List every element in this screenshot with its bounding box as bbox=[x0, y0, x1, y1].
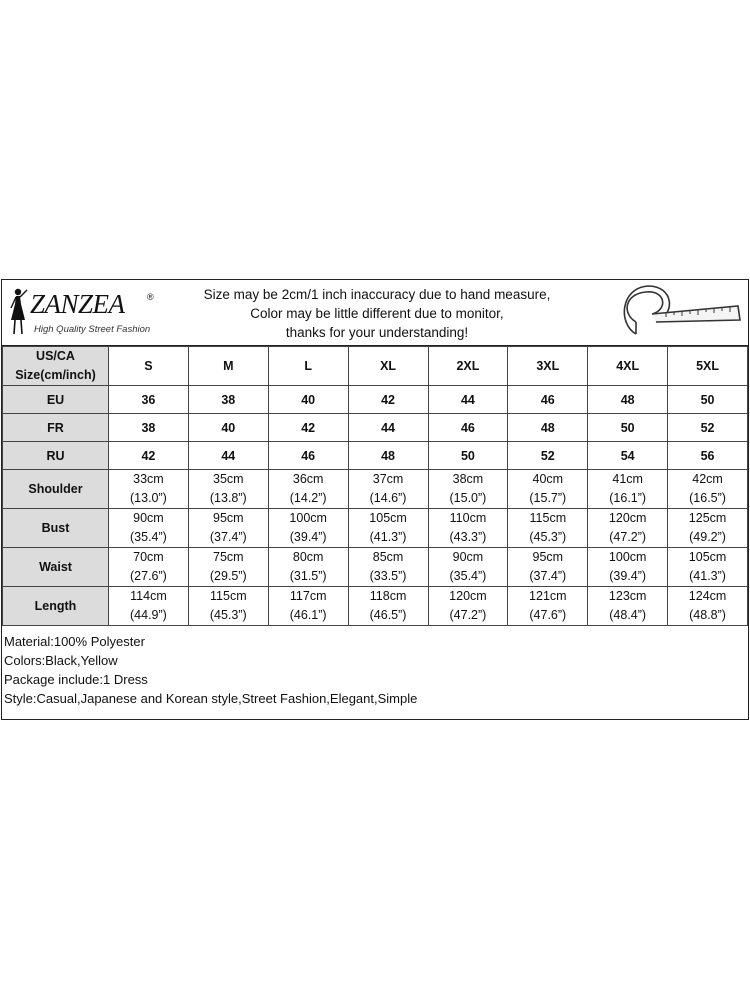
table-cell bbox=[268, 509, 348, 548]
table-cell bbox=[668, 509, 748, 548]
cm-value: 110cm bbox=[449, 511, 487, 525]
table-cell: 44 bbox=[348, 414, 428, 442]
notice-line: thanks for your understanding! bbox=[285, 325, 469, 340]
table-cell: 50 bbox=[588, 414, 668, 442]
table-cell: 52 bbox=[508, 442, 588, 470]
inch-value: (45.3”) bbox=[209, 608, 247, 622]
cm-value: 115cm bbox=[529, 511, 567, 525]
inch-value: (16.1”) bbox=[609, 491, 647, 505]
table-cell bbox=[428, 587, 508, 626]
cm-value: 95cm bbox=[532, 550, 564, 564]
measurement-notice bbox=[172, 285, 582, 342]
material-text: Material:100% Polyester bbox=[4, 634, 145, 649]
table-cell bbox=[268, 548, 348, 587]
inch-value: (14.2”) bbox=[289, 491, 327, 505]
size-header-cell: S bbox=[109, 347, 189, 386]
table-cell: 54 bbox=[588, 442, 668, 470]
row-label: Length bbox=[3, 587, 109, 626]
inch-value: (41.3”) bbox=[369, 530, 407, 544]
brand-logo bbox=[6, 286, 156, 342]
table-cell bbox=[508, 470, 588, 509]
table-cell: 48 bbox=[588, 386, 668, 414]
table-cell: 56 bbox=[668, 442, 748, 470]
cm-value: 105cm bbox=[369, 511, 407, 525]
brand-tagline: High Quality Street Fashion bbox=[34, 324, 151, 335]
table-cell: 46 bbox=[268, 442, 348, 470]
table-cell: 46 bbox=[428, 414, 508, 442]
cm-value: 40cm bbox=[532, 472, 564, 486]
inch-value: (15.7”) bbox=[529, 491, 567, 505]
row-label: FR bbox=[3, 414, 109, 442]
notice-line: Color may be little different due to monitor, bbox=[250, 306, 504, 321]
table-cell: 48 bbox=[348, 442, 428, 470]
table-cell: 38 bbox=[109, 414, 189, 442]
cm-value: 41cm bbox=[612, 472, 643, 486]
row-label: Waist bbox=[3, 548, 109, 587]
fashion-model-icon bbox=[6, 286, 30, 338]
size-header-cell: XL bbox=[348, 347, 428, 386]
table-cell bbox=[588, 509, 668, 548]
table-cell: 40 bbox=[268, 386, 348, 414]
cm-value: 70cm bbox=[133, 550, 164, 564]
table-cell bbox=[668, 470, 748, 509]
inch-value: (13.0”) bbox=[130, 491, 167, 505]
inch-value: (46.5”) bbox=[369, 608, 407, 622]
cm-value: 90cm bbox=[452, 550, 484, 564]
style-text: Style:Casual,Japanese and Korean style,Street Fashion,Elegant,Simple bbox=[4, 691, 418, 706]
size-header-cell: 4XL bbox=[588, 347, 668, 386]
table-cell: 42 bbox=[109, 442, 189, 470]
table-cell bbox=[109, 509, 189, 548]
inch-value: (48.8”) bbox=[689, 608, 726, 622]
table-cell bbox=[668, 587, 748, 626]
size-header-cell: M bbox=[188, 347, 268, 386]
inch-value: (14.6”) bbox=[369, 491, 407, 505]
table-cell bbox=[188, 587, 268, 626]
table-cell bbox=[508, 587, 588, 626]
cm-value: 120cm bbox=[449, 589, 487, 603]
cm-value: 114cm bbox=[130, 589, 167, 603]
inch-value: (47.6”) bbox=[529, 608, 567, 622]
table-cell: 44 bbox=[428, 386, 508, 414]
inch-value: (47.2”) bbox=[449, 608, 487, 622]
table-cell bbox=[668, 548, 748, 587]
table-cell: 50 bbox=[668, 386, 748, 414]
cm-value: 35cm bbox=[213, 472, 244, 486]
cm-value: 33cm bbox=[133, 472, 164, 486]
cm-value: 38cm bbox=[452, 472, 484, 486]
cm-value: 120cm bbox=[608, 511, 647, 525]
cm-value: 124cm bbox=[688, 589, 727, 603]
table-cell: 46 bbox=[508, 386, 588, 414]
size-header-cell: L bbox=[268, 347, 348, 386]
table-row bbox=[3, 442, 748, 470]
size-header-label: US/CA Size(cm/inch) bbox=[3, 347, 109, 386]
table-cell bbox=[188, 470, 268, 509]
row-label: RU bbox=[3, 442, 109, 470]
inch-value: (35.4”) bbox=[130, 530, 167, 544]
cm-value: 115cm bbox=[210, 589, 247, 603]
inch-value: (33.5”) bbox=[369, 569, 407, 583]
inch-value: (16.5”) bbox=[689, 491, 726, 505]
size-table bbox=[2, 346, 748, 626]
inch-value: (39.4”) bbox=[289, 530, 327, 544]
inch-value: (31.5”) bbox=[289, 569, 327, 583]
cm-value: 123cm bbox=[608, 589, 647, 603]
table-cell bbox=[109, 548, 189, 587]
cm-value: 121cm bbox=[529, 589, 567, 603]
size-header-cell: 2XL bbox=[428, 347, 508, 386]
inch-value: (45.3”) bbox=[529, 530, 567, 544]
chart-header bbox=[2, 280, 748, 346]
cm-value: 118cm bbox=[369, 589, 407, 603]
product-details bbox=[4, 632, 417, 708]
size-header-cell: 3XL bbox=[508, 347, 588, 386]
notice-line: Size may be 2cm/1 inch inaccuracy due to hand measure, bbox=[203, 287, 551, 302]
table-cell bbox=[268, 470, 348, 509]
table-cell bbox=[268, 587, 348, 626]
table-cell bbox=[588, 470, 668, 509]
table-cell bbox=[348, 470, 428, 509]
cm-value: 100cm bbox=[608, 550, 647, 564]
row-label: Bust bbox=[3, 509, 109, 548]
table-row bbox=[3, 548, 748, 587]
inch-value: (35.4”) bbox=[449, 569, 487, 583]
table-row bbox=[3, 509, 748, 548]
cm-value: 117cm bbox=[289, 589, 327, 603]
inch-value: (15.0”) bbox=[449, 491, 487, 505]
table-cell: 44 bbox=[188, 442, 268, 470]
cm-value: 42cm bbox=[692, 472, 723, 486]
inch-value: (37.4”) bbox=[529, 569, 567, 583]
inch-value: (39.4”) bbox=[609, 569, 647, 583]
cm-value: 85cm bbox=[372, 550, 404, 564]
table-cell: 50 bbox=[428, 442, 508, 470]
inch-value: (41.3”) bbox=[689, 569, 726, 583]
row-label: EU bbox=[3, 386, 109, 414]
cm-value: 80cm bbox=[292, 550, 324, 564]
table-row bbox=[3, 414, 748, 442]
table-cell bbox=[348, 548, 428, 587]
size-header-cell: 5XL bbox=[668, 347, 748, 386]
inch-value: (44.9”) bbox=[130, 608, 167, 622]
cm-value: 37cm bbox=[372, 472, 404, 486]
table-cell bbox=[348, 587, 428, 626]
table-cell: 48 bbox=[508, 414, 588, 442]
table-cell bbox=[428, 509, 508, 548]
inch-value: (46.1”) bbox=[289, 608, 327, 622]
inch-value: (27.6”) bbox=[130, 569, 167, 583]
table-cell: 42 bbox=[268, 414, 348, 442]
table-cell: 52 bbox=[668, 414, 748, 442]
cm-value: 36cm bbox=[292, 472, 324, 486]
cm-value: 95cm bbox=[213, 511, 244, 525]
colors-text: Colors:Black,Yellow bbox=[4, 653, 118, 668]
table-row bbox=[3, 470, 748, 509]
table-cell bbox=[508, 509, 588, 548]
table-cell bbox=[588, 587, 668, 626]
table-cell: 38 bbox=[188, 386, 268, 414]
package-text: Package include:1 Dress bbox=[4, 672, 148, 687]
table-cell: 36 bbox=[109, 386, 189, 414]
inch-value: (13.8”) bbox=[209, 491, 247, 505]
size-header-row bbox=[3, 347, 748, 386]
cm-value: 90cm bbox=[133, 511, 164, 525]
cm-value: 75cm bbox=[213, 550, 244, 564]
cm-value: 105cm bbox=[688, 550, 727, 564]
inch-value: (37.4”) bbox=[209, 530, 247, 544]
table-cell bbox=[188, 509, 268, 548]
registered-mark: ® bbox=[147, 292, 154, 302]
inch-value: (47.2”) bbox=[609, 530, 647, 544]
table-cell bbox=[188, 548, 268, 587]
table-cell bbox=[109, 470, 189, 509]
size-chart-card bbox=[1, 279, 749, 720]
table-cell: 40 bbox=[188, 414, 268, 442]
table-cell bbox=[428, 548, 508, 587]
table-cell: 42 bbox=[348, 386, 428, 414]
table-cell bbox=[109, 587, 189, 626]
table-row bbox=[3, 386, 748, 414]
cm-value: 125cm bbox=[688, 511, 727, 525]
table-cell bbox=[588, 548, 668, 587]
table-row bbox=[3, 587, 748, 626]
table-cell bbox=[348, 509, 428, 548]
inch-value: (29.5”) bbox=[209, 569, 247, 583]
brand-name: ZANZEA bbox=[30, 289, 125, 319]
table-cell bbox=[428, 470, 508, 509]
inch-value: (49.2”) bbox=[689, 530, 726, 544]
table-cell bbox=[508, 548, 588, 587]
measuring-tape-icon bbox=[616, 284, 744, 342]
inch-value: (43.3”) bbox=[449, 530, 487, 544]
inch-value: (48.4”) bbox=[609, 608, 647, 622]
cm-value: 100cm bbox=[289, 511, 327, 525]
row-label: Shoulder bbox=[3, 470, 109, 509]
